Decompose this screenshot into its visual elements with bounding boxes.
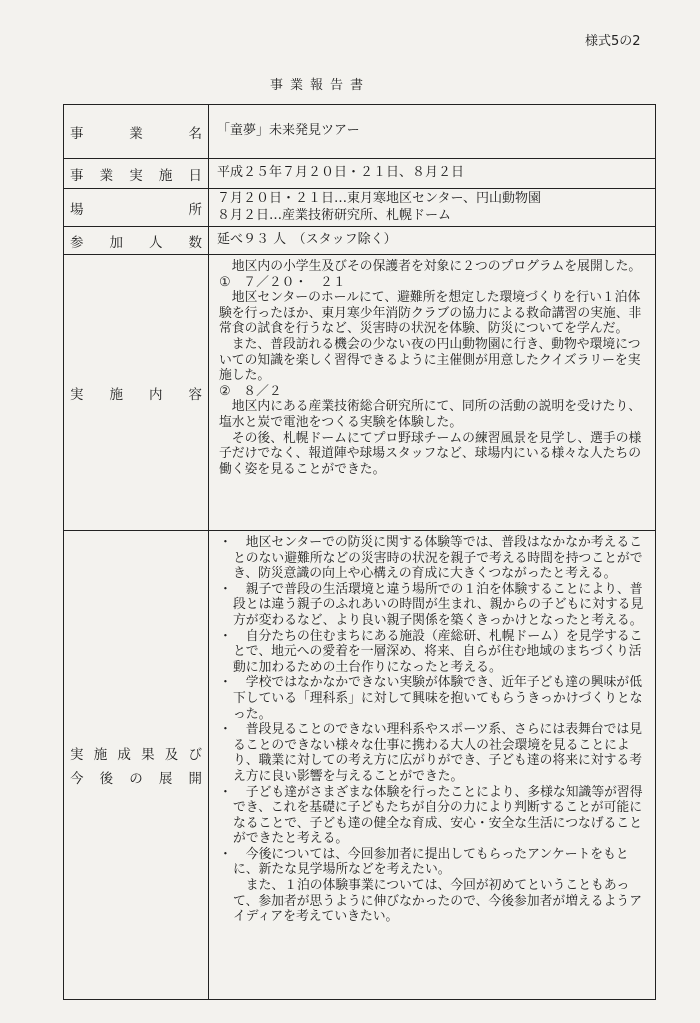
value-content — [209, 255, 656, 531]
label-char: 実 — [70, 386, 84, 403]
label-results — [64, 531, 209, 1000]
program-1-paragraph: 地区センターのホールにて、避難所を想定した環境づくりを行い１泊体験を行ったほか、東月寒少年消防クラブの協力による救命講習の実施、非常食の試食を行うなど、災害時の状況を体験、防災についてを学んだ。 — [219, 290, 642, 337]
value-date: 平成２５年７月２０日・２１日、８月２日 — [209, 159, 656, 189]
label-char: 加 — [109, 234, 123, 251]
result-text: 自分たちの住むまちにある施設（産総研、札幌ドーム）を見学することで、地元への愛着を一層深め、将来、自らが住む地域のまちづくり活動に加わるための土台作りになったと考える。 — [233, 628, 643, 675]
place-line-2: ８月２日…産業技術研究所、札幌ドーム — [217, 207, 452, 223]
result-text: また、１泊の体験事業については、今回が初めてということもあって、参加者が思うように伸びなかったので、今後参加者が増えるようアイディアを考えていきたい。 — [233, 878, 642, 925]
content-intro: 地区内の小学生及びその保護者を対象に２つのプログラムを展開した。 — [231, 259, 642, 274]
row-results — [64, 531, 656, 1000]
row-content — [64, 255, 656, 531]
label-char: 場 — [70, 201, 84, 218]
label-project-name — [64, 105, 209, 159]
label-char: 施 — [158, 167, 173, 184]
label-char: 数 — [188, 234, 202, 251]
place-line-1: ７月２０日・２１日…東月寒地区センター、円山動物園 — [217, 191, 541, 207]
label-date — [64, 159, 209, 189]
value-results — [209, 531, 656, 1000]
label-char: 名 — [188, 125, 202, 142]
row-participants — [64, 227, 656, 255]
bullet-dot-icon: ・ — [219, 675, 232, 691]
label-char: 施 — [109, 386, 123, 403]
program-1-header: ① ７／２０・ ２１ — [219, 274, 346, 290]
bullet-dot-icon: ・ — [219, 784, 232, 800]
label-char: 展 — [158, 771, 173, 787]
label-char: 及 — [164, 747, 179, 763]
row-project-name — [64, 105, 656, 159]
label-char: 実 — [70, 747, 84, 763]
result-bullet — [219, 629, 649, 676]
label-char: び — [188, 747, 202, 763]
value-participants: 延べ９３ 人 （スタッフ除く） — [209, 227, 656, 255]
label-char: 果 — [141, 747, 155, 763]
result-text: 子ども達がさまざまな体験を行ったことにより、多様な知識等が習得でき、これを基礎に子どもたちが自分の力により判断することが可能になることで、子ども達の健全な育成、安心・安全な生活につなげることができたと考える。 — [233, 784, 643, 847]
result-bullet — [219, 535, 649, 582]
bullet-dot-icon: ・ — [219, 581, 232, 597]
label-char: 事 — [70, 125, 84, 142]
label-char: 成 — [117, 747, 131, 763]
result-text: 地区センターでの防災に関する体験等では、普段はなかなか考えることのない避難所などの災害時の状況を親子で考える時間を持つことができ、防災意識の向上や心構えの育成に大きくつながったと考える。 — [233, 535, 643, 582]
program-1-paragraph: また、普段訪れる機会の少ない夜の円山動物園に行き、動物や環境についての知識を楽しく習得できるように主催側が用意したクイズラリーを実施した。 — [219, 336, 641, 384]
result-text: 学校ではなかなかできない実験が体験でき、近年子ども達の興味が低下している「理科系」に対して興味を抱いてもらうきっかけづくりとなった。 — [233, 675, 643, 722]
label-char: 実 — [129, 167, 143, 184]
value-project-name: 「童夢」未来発見ツアー — [209, 105, 656, 159]
label-place — [64, 189, 209, 227]
result-bullet — [219, 582, 649, 629]
label-char: 施 — [93, 747, 108, 763]
label-char: 開 — [188, 771, 202, 787]
row-place — [64, 189, 656, 227]
row-date — [64, 159, 656, 189]
program-2-header: ② ８／２ — [219, 383, 282, 399]
result-bullet — [219, 847, 649, 925]
label-char: 内 — [149, 386, 163, 403]
bullet-dot-icon: ・ — [219, 722, 232, 738]
label-char: の — [129, 771, 143, 787]
program-2-paragraph: 地区内にある産業技術総合研究所にて、同所の活動の説明を受けたり、塩水と炭で電池をつくる実験を体験した。 — [219, 399, 642, 430]
label-char: 業 — [129, 125, 143, 142]
result-bullet — [219, 785, 649, 847]
form-number: 様式5の2 — [585, 34, 641, 49]
label-participants — [64, 227, 209, 255]
label-char: 所 — [188, 201, 202, 218]
program-2-paragraph: その後、札幌ドームにてプロ野球チームの練習風景を見学し、選手の様子だけでなく、報道陣や球場スタッフなど、球場内にいる様々な人たちの働く姿を見ることができた。 — [219, 430, 642, 477]
value-place — [209, 189, 656, 227]
label-char: 参 — [70, 234, 84, 251]
report-table — [63, 104, 656, 1000]
label-char: 後 — [99, 771, 114, 787]
label-char: 事 — [70, 167, 84, 184]
label-char: 業 — [99, 167, 114, 184]
result-text: 親子で普段の生活環境と違う場所での１泊を体験することにより、普段とは違う親子のふれあいの時間が生まれ、親からの子どもに対する見方が変わるなど、より良い親子関係を築くきっかけとなったと考える。 — [233, 581, 644, 628]
bullet-dot-icon: ・ — [219, 628, 232, 644]
result-text: 普段見ることのできない理科系やスポーツ系、さらには表舞台では見ることのできない様々な仕事に携わる大人の社会環境を見ることにより、職業に対しての考え方に広がりができ、子ども達の将来に対する考え方に良い影響を与えることができた。 — [233, 722, 642, 784]
label-char: 人 — [149, 234, 163, 251]
document-title: 事業報告書 — [270, 78, 371, 93]
bullet-dot-icon: ・ — [219, 535, 232, 550]
label-content — [64, 255, 209, 531]
label-char: 容 — [188, 386, 202, 403]
result-bullet — [219, 722, 649, 784]
label-char: 今 — [70, 771, 84, 787]
bullet-dot-icon: ・ — [219, 846, 232, 862]
label-char: 日 — [188, 167, 202, 184]
result-bullet — [219, 675, 649, 722]
result-text: 今後については、今回参加者に提出してもらったアンケートをもとに、新たな見学場所などを考えたい。 — [233, 846, 629, 878]
